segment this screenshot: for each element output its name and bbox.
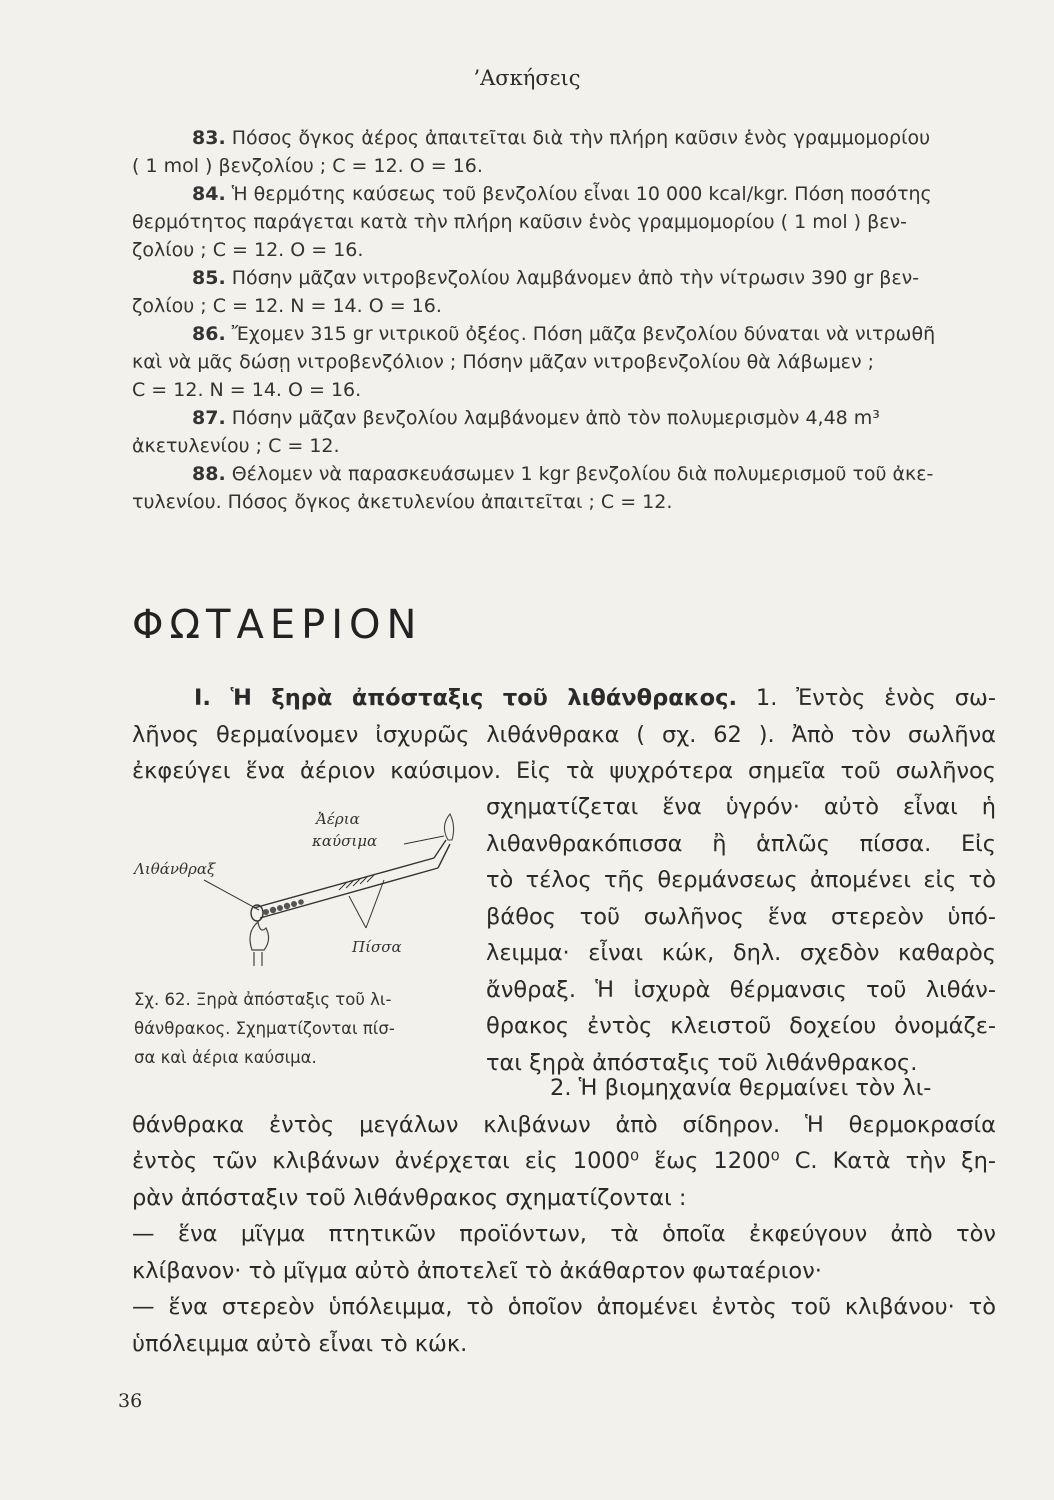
paragraph-line: λῆνος θερμαίνομεν ἰσχυρῶς λιθάνθρακα ( σχ. 62 ). Ἀπὸ τὸν σωλῆνα <box>132 721 996 748</box>
exercise-83-line: ( 1 mol ) βενζολίου ; C = 12. O = 16. <box>132 155 483 177</box>
exercise-88: 88. Θέλομεν νὰ παρασκευάσωμεν 1 kgr βενζολίου διὰ πολυμερισμοῦ τοῦ ἀκε- <box>192 463 934 485</box>
label-tar: Πίσσα <box>352 938 402 956</box>
paragraph-line: θρακος ἐντὸς κλειστοῦ δοχείου ὀνομάζε- <box>486 1013 996 1039</box>
exercise-85: 85. Πόσην μᾶζαν νιτροβενζολίου λαμβάνομεν ἀπὸ τὴν νίτρωσιν 390 gr βεν- <box>192 267 920 289</box>
paragraph-line: — ἕνα μῖγμα πτητικῶν προϊόντων, τὰ ὁποῖα ἐκφεύγουν ἀπὸ τὸν <box>132 1221 996 1247</box>
section-1-title: Ι. Ἡ ξηρὰ ἀπόσταξις τοῦ λιθάνθρακος. <box>194 685 738 711</box>
text-beside-figure <box>486 789 996 1081</box>
label-gas: Ἀέρια <box>316 810 360 828</box>
exercise-88-line: τυλενίου. Πόσος ὄγκος ἀκετυλενίου ἀπαιτεῖται ; C = 12. <box>132 491 673 513</box>
paragraph-line: λιθανθρακόπισσα ἢ ἁπλῶς πίσσα. Εἰς <box>486 830 996 857</box>
paragraph-line: κλίβανον· τὸ μῖγμα αὐτὸ ἀποτελεῖ τὸ ἀκάθαρτον φωταέριον· <box>132 1257 822 1284</box>
section-heading: ΦΩΤΑΕΡΙΟΝ <box>132 602 423 648</box>
caption-line: θάνθρακος. Σχηματίζονται πίσ- <box>134 1019 395 1038</box>
running-header: ’Ασκήσεις <box>473 66 581 90</box>
burner-flame <box>250 922 269 966</box>
exercise-86-line: C = 12. N = 14. O = 16. <box>132 379 362 401</box>
page-number: 36 <box>118 1390 143 1412</box>
label-gas-2: καύσιμα <box>312 832 378 850</box>
exercise-list <box>132 124 1002 516</box>
distillation-illustration <box>134 800 474 972</box>
paragraph-line: θάνθρακα ἐντὸς μεγάλων κλιβάνων ἀπὸ σίδηρον. Ἡ θερμοκρασία <box>132 1111 996 1138</box>
paragraph-line: — ἕνα στερεὸν ὑπόλειμμα, τὸ ὁποῖον ἀπομένει ἐντὸς τοῦ κλιβάνου· τὸ <box>132 1294 996 1320</box>
exercise-87-line: ἀκετυλενίου ; C = 12. <box>132 435 340 457</box>
caption-line: Σχ. 62. Ξηρὰ ἀπόσταξις τοῦ λι- <box>134 990 392 1009</box>
exercise-87: 87. Πόσην μᾶζαν βενζολίου λαμβάνομεν ἀπὸ τὸν πολυμερισμὸν 4,48 m³ <box>192 407 880 429</box>
section-1-text <box>132 680 996 790</box>
exercise-83: 83. Πόσος ὄγκος ἀέρος ἀπαιτεῖται διὰ τὴν πλήρη καῦσιν ἑνὸς γραμμομορίου <box>192 127 931 149</box>
exercise-84-line: θερμότητος παράγεται κατὰ τὴν πλήρη καῦσιν ἑνὸς γραμμομορίου ( 1 mol ) βεν- <box>132 211 908 233</box>
paragraph-line: ρὰν ἀπόσταξιν τοῦ λιθάνθρακος σχηματίζονται : <box>132 1184 687 1211</box>
paragraph-line: ἐκφεύγει ἕνα ἀέριον καύσιμον. Εἰς τὰ ψυχρότερα σημεῖα τοῦ σωλῆνος <box>132 758 996 784</box>
paragraph-line: ται ξηρὰ ἀπόσταξις τοῦ λιθάνθρακος. <box>486 1049 918 1076</box>
exercise-85-line: ζολίου ; C = 12. N = 14. O = 16. <box>132 295 442 317</box>
exercise-86-line: καὶ νὰ μᾶς δώσῃ νιτροβενζόλιον ; Πόσην μᾶζαν νιτροβενζολίου θὰ λάβωμεν ; <box>132 351 875 373</box>
caption-line: σα καὶ ἀέρια καύσιμα. <box>134 1048 317 1067</box>
paragraph-line: ἄνθραξ. Ἡ ἰσχυρὰ θέρμανσις τοῦ λιθάν- <box>486 976 996 1003</box>
figure-62-distillation <box>134 800 474 972</box>
paragraph-line: ὑπόλειμμα αὐτὸ εἶναι τὸ κώκ. <box>132 1330 468 1357</box>
paragraph-line: 2. Ἡ βιομηχανία θερμαίνει τὸν λι- <box>550 1075 932 1101</box>
exercise-84: 84. Ἡ θερμότης καύσεως τοῦ βενζολίου εἶναι 10 000 kcal/kgr. Πόση ποσότης <box>192 183 932 205</box>
gas-flame <box>444 814 453 840</box>
section-2-text <box>132 1070 996 1362</box>
paragraph-line: τὸ τέλος τῆς θερμάνσεως ἀπομένει εἰς τὸ <box>486 867 996 893</box>
paragraph-line: λειμμα· εἶναι κώκ, δηλ. σχεδὸν καθαρὸς <box>486 940 996 966</box>
paragraph-line: βάθος τοῦ σωλῆνος ἕνα στερεὸν ὑπό- <box>486 903 996 930</box>
exercise-86: 86. Ἔχομεν 315 gr νιτρικοῦ ὀξέος. Πόση μᾶζα βενζολίου δύναται νὰ νιτρωθῆ <box>192 323 936 345</box>
paragraph-line: ἐντὸς τῶν κλιβάνων ἀνέρχεται εἰς 1000⁰ ἕως 1200⁰ C. Κατὰ τὴν ξη- <box>132 1148 996 1174</box>
exercise-84-line: ζολίου ; C = 12. O = 16. <box>132 239 364 261</box>
figure-caption <box>134 985 464 1072</box>
section-1-first-line: Ι. Ἡ ξηρὰ ἀπόσταξις τοῦ λιθάνθρακος. 1. Ἐντὸς ἑνὸς σω- <box>194 685 996 711</box>
label-coal: Λιθάνθραξ <box>134 860 216 878</box>
paragraph-line: σχηματίζεται ἕνα ὑγρόν· αὐτὸ εἶναι ἡ <box>486 794 996 820</box>
